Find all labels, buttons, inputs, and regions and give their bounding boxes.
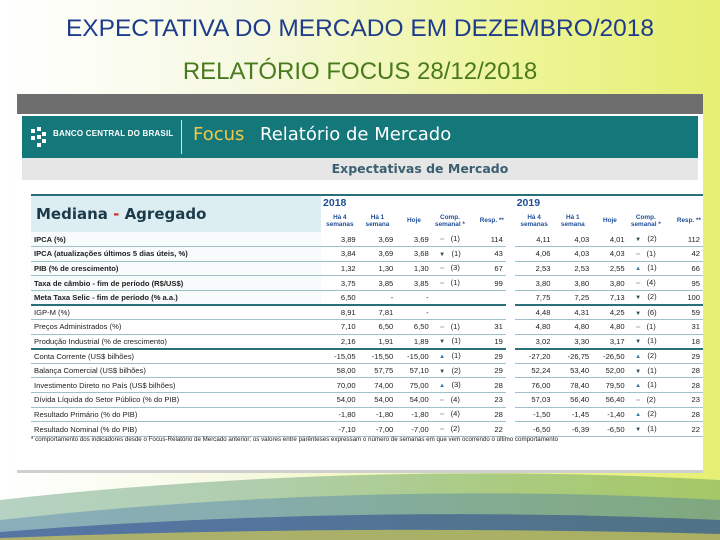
value-hoje: 57,10 — [396, 363, 431, 378]
value-h4: 3,84 — [321, 247, 359, 262]
value-hoje: 3,80 — [592, 276, 627, 291]
col-header-hoje: Hoje — [602, 217, 617, 225]
column-gap — [506, 247, 515, 262]
value-h1: 6,50 — [359, 320, 397, 335]
value-h4: 70,00 — [321, 378, 359, 393]
value-h1: 1,91 — [359, 334, 397, 349]
triangle-down-icon: ▼ — [635, 427, 642, 434]
weeks-count: (2) — [647, 409, 657, 419]
value-h4: 2,16 — [321, 334, 359, 349]
weeks-count: (1) — [450, 321, 460, 331]
weekly-comparison — [432, 378, 469, 393]
value-h4: -1,50 — [515, 407, 554, 422]
value-h4: 57,03 — [515, 393, 554, 408]
weeks-count: (1) — [647, 380, 657, 390]
respondents-count: 112 — [664, 232, 703, 247]
weeks-count: (2) — [646, 394, 656, 404]
value-h1: 53,40 — [553, 363, 592, 378]
weekly-comparison — [628, 334, 665, 349]
value-h1: 4,80 — [553, 320, 592, 335]
triangle-up-icon: ▲ — [439, 383, 446, 390]
indicator-label: Dívida Líquida do Setor Público (% do PIB) — [31, 393, 321, 408]
value-h1: 3,30 — [553, 334, 592, 349]
value-h1: 3,80 — [553, 276, 592, 291]
indicator-label: IPCA (%) — [31, 232, 321, 247]
respondents-count: 42 — [664, 247, 703, 262]
weekly-comparison — [628, 363, 665, 378]
value-h4: 4,80 — [515, 320, 554, 335]
value-h1: 56,40 — [553, 393, 592, 408]
bcb-logo-icon — [30, 126, 48, 148]
weeks-count: (1) — [647, 424, 657, 434]
weekly-comparison — [628, 407, 665, 422]
value-h1: 4,03 — [553, 232, 592, 247]
respondents-count: 114 — [468, 232, 506, 247]
equal-icon: ═ — [635, 251, 641, 258]
weeks-count: (4) — [450, 394, 460, 404]
table-row — [31, 261, 703, 276]
respondents-count: 28 — [468, 378, 506, 393]
indicator-label: Taxa de câmbio - fim de período (R$/US$) — [31, 276, 321, 291]
section-band — [22, 158, 698, 180]
respondents-count: 28 — [664, 407, 703, 422]
indicator-label: Balança Comercial (US$ bilhões) — [31, 363, 321, 378]
value-h4: 7,10 — [321, 320, 359, 335]
value-hoje: 3,17 — [592, 334, 627, 349]
respondents-count: 59 — [664, 305, 703, 320]
table-row — [31, 320, 703, 335]
respondents-count: 95 — [664, 276, 703, 291]
value-h1: 3,69 — [359, 247, 397, 262]
column-gap — [506, 320, 515, 335]
triangle-down-icon: ▼ — [635, 368, 642, 375]
weekly-comparison — [432, 290, 469, 305]
respondents-count: 19 — [468, 334, 506, 349]
column-gap — [506, 378, 515, 393]
column-gap — [506, 290, 515, 305]
table-row — [31, 276, 703, 291]
value-h1: 2,53 — [553, 261, 592, 276]
value-h4: 6,50 — [321, 290, 359, 305]
column-gap — [506, 363, 515, 378]
value-h1: -7,00 — [359, 422, 397, 437]
value-hoje: 7,13 — [592, 290, 627, 305]
year-2019-header: 2019 — [515, 195, 703, 210]
value-h4: 2,53 — [515, 261, 554, 276]
respondents-count: 23 — [664, 393, 703, 408]
value-hoje: 6,50 — [396, 320, 431, 335]
value-hoje: - — [396, 290, 431, 305]
value-h4: 58,00 — [321, 363, 359, 378]
value-h4: 52,24 — [515, 363, 554, 378]
column-gap — [506, 349, 515, 364]
weeks-count: (4) — [450, 409, 460, 419]
equal-icon: ═ — [635, 324, 641, 331]
value-h4: -6,50 — [515, 422, 554, 437]
weekly-comparison — [432, 363, 469, 378]
col-header-h1: Há 1 semana — [560, 213, 585, 228]
table-row — [31, 290, 703, 305]
respondents-count: 67 — [468, 261, 506, 276]
col-header-h4: Há 4 semanas — [326, 213, 354, 228]
weekly-comparison — [628, 305, 665, 320]
weeks-count: (2) — [450, 424, 460, 434]
indicator-label: Produção Industrial (% de crescimento) — [31, 334, 321, 349]
column-gap — [506, 232, 515, 247]
value-hoje: 3,68 — [396, 247, 431, 262]
respondents-count: 100 — [664, 290, 703, 305]
value-hoje: -26,50 — [592, 349, 627, 364]
respondents-count — [468, 290, 506, 305]
value-hoje: 1,89 — [396, 334, 431, 349]
indicator-label: Investimento Direto no País (US$ bilhões) — [31, 378, 321, 393]
year-2018-header: 2018 — [321, 195, 506, 210]
weekly-comparison — [432, 334, 469, 349]
slide-subtitle: RELATÓRIO FOCUS 28/12/2018 — [182, 58, 538, 85]
value-h4: 3,02 — [515, 334, 554, 349]
weekly-comparison — [432, 261, 469, 276]
weekly-comparison — [628, 232, 665, 247]
focus-report-image — [17, 94, 703, 470]
value-hoje: -6,50 — [592, 422, 627, 437]
triangle-up-icon: ▲ — [635, 266, 642, 273]
weekly-comparison — [432, 407, 469, 422]
value-h4: 3,75 — [321, 276, 359, 291]
respondents-count: 29 — [468, 349, 506, 364]
value-h1: -6,39 — [553, 422, 592, 437]
triangle-up-icon: ▲ — [635, 383, 642, 390]
table-row — [31, 393, 703, 408]
value-h1: -26,75 — [553, 349, 592, 364]
weeks-count: (2) — [647, 292, 657, 302]
value-hoje: - — [396, 305, 431, 320]
equal-icon: ═ — [440, 412, 445, 419]
focus-label: Focus — [193, 124, 245, 145]
value-h4: 3,80 — [515, 276, 554, 291]
value-h4: 4,06 — [515, 247, 554, 262]
respondents-count: 23 — [468, 393, 506, 408]
value-h1: 1,30 — [359, 261, 397, 276]
column-gap — [506, 422, 515, 437]
weeks-count: (2) — [451, 365, 461, 375]
weeks-count: (2) — [647, 351, 657, 361]
weeks-count: (1) — [647, 336, 657, 346]
value-hoje: 1,30 — [396, 261, 431, 276]
triangle-down-icon: ▼ — [439, 339, 446, 346]
equal-icon: ═ — [440, 266, 445, 273]
column-gap — [506, 305, 515, 320]
value-h1: 4,03 — [553, 247, 592, 262]
top-grey-band — [17, 94, 703, 114]
report-title: Relatório de Mercado — [260, 124, 452, 145]
respondents-count: 22 — [664, 422, 703, 437]
value-hoje: 4,01 — [592, 232, 627, 247]
value-hoje: -1,40 — [592, 407, 627, 422]
expectations-table — [31, 194, 703, 437]
table-footnote: * comportamento dos indicadores desde o Focus-Relatório de Mercado anterior; os valores entre parênteses expressam o número de semanas em que vem ocorrendo o último comportamento — [31, 436, 558, 443]
value-hoje: 4,80 — [592, 320, 627, 335]
value-hoje: 79,50 — [592, 378, 627, 393]
value-h4: -7,10 — [321, 422, 359, 437]
weeks-count: (3) — [451, 380, 461, 390]
decorative-stripes — [0, 440, 720, 540]
weeks-count: (1) — [646, 321, 656, 331]
col-header-comp: Comp. semanal * — [630, 213, 661, 228]
value-h4: 7,75 — [515, 290, 554, 305]
value-h4: 4,48 — [515, 305, 554, 320]
triangle-down-icon: ▼ — [439, 251, 446, 258]
value-h1: 57,75 — [359, 363, 397, 378]
respondents-count: 99 — [468, 276, 506, 291]
value-h4: -15,05 — [321, 349, 359, 364]
weekly-comparison — [628, 393, 665, 408]
triangle-down-icon: ▼ — [635, 310, 642, 317]
bank-name: BANCO CENTRAL DO BRASIL — [53, 129, 174, 138]
indicator-label: Resultado Primário (% do PIB) — [31, 407, 321, 422]
value-h1: 7,81 — [359, 305, 397, 320]
weekly-comparison — [628, 320, 665, 335]
table-row — [31, 407, 703, 422]
weeks-count: (1) — [647, 263, 657, 273]
respondents-count: 31 — [468, 320, 506, 335]
triangle-down-icon: ▼ — [635, 295, 642, 302]
value-h4: 3,89 — [321, 232, 359, 247]
col-header-h4: Há 4 semanas — [520, 213, 548, 228]
value-h4: 76,00 — [515, 378, 554, 393]
respondents-count: 29 — [468, 363, 506, 378]
value-h4: 8,91 — [321, 305, 359, 320]
weeks-count: (1) — [450, 278, 460, 288]
indicator-label: IPCA (atualizações últimos 5 dias úteis, %) — [31, 247, 321, 262]
table-row — [31, 363, 703, 378]
table-row — [31, 232, 703, 247]
col-header-hoje: Hoje — [407, 217, 421, 225]
respondents-count — [468, 305, 506, 320]
weekly-comparison — [628, 276, 665, 291]
value-hoje: 4,25 — [592, 305, 627, 320]
indicator-label: Resultado Nominal (% do PIB) — [31, 422, 321, 437]
column-gap — [506, 407, 515, 422]
weeks-count: (1) — [450, 234, 460, 244]
table-row — [31, 247, 703, 262]
value-h4: 1,32 — [321, 261, 359, 276]
header-divider — [181, 120, 182, 154]
value-h1: 54,00 — [359, 393, 397, 408]
weekly-comparison — [432, 320, 469, 335]
value-hoje: -1,80 — [396, 407, 431, 422]
column-gap — [506, 276, 515, 291]
col-header-h1: Há 1 semana — [365, 213, 390, 228]
value-hoje: 2,55 — [592, 261, 627, 276]
triangle-down-icon: ▼ — [635, 237, 642, 244]
weekly-comparison — [628, 349, 665, 364]
equal-icon: ═ — [635, 281, 641, 288]
respondents-count: 22 — [468, 422, 506, 437]
table-row — [31, 422, 703, 437]
weeks-count: (1) — [646, 248, 656, 258]
weekly-comparison — [628, 261, 665, 276]
weekly-comparison — [432, 422, 469, 437]
col-header-resp: Resp. ** — [479, 217, 504, 225]
column-gap — [506, 393, 515, 408]
weeks-count: (2) — [647, 234, 657, 244]
value-hoje: 4,03 — [592, 247, 627, 262]
value-h4: -1,80 — [321, 407, 359, 422]
value-h4: 54,00 — [321, 393, 359, 408]
value-h1: 7,25 — [553, 290, 592, 305]
value-h1: 3,69 — [359, 232, 397, 247]
bcb-header-bar — [22, 116, 698, 158]
column-gap — [506, 261, 515, 276]
respondents-count: 28 — [664, 378, 703, 393]
value-hoje: 3,69 — [396, 232, 431, 247]
weeks-count: (1) — [451, 351, 461, 361]
triangle-down-icon: ▼ — [635, 339, 642, 346]
equal-icon: ═ — [440, 237, 445, 244]
weekly-comparison — [432, 247, 469, 262]
weeks-count: (1) — [451, 336, 461, 346]
equal-icon: ═ — [635, 397, 641, 404]
section-title: Expectativas de Mercado — [331, 161, 509, 176]
weekly-comparison — [432, 232, 469, 247]
value-h1: 78,40 — [553, 378, 592, 393]
col-header-resp: Resp. ** — [676, 217, 701, 225]
respondents-count: 31 — [664, 320, 703, 335]
value-hoje: 54,00 — [396, 393, 431, 408]
value-h1: 4,31 — [553, 305, 592, 320]
weekly-comparison — [628, 247, 665, 262]
table-row — [31, 349, 703, 364]
value-hoje: -15,00 — [396, 349, 431, 364]
value-h4: -27,20 — [515, 349, 554, 364]
equal-icon: ═ — [440, 427, 445, 434]
table-row — [31, 378, 703, 393]
respondents-count: 28 — [664, 363, 703, 378]
table-row — [31, 334, 703, 349]
triangle-up-icon: ▲ — [635, 412, 642, 419]
weekly-comparison — [432, 305, 469, 320]
weekly-comparison — [628, 290, 665, 305]
respondents-count: 29 — [664, 349, 703, 364]
triangle-up-icon: ▲ — [635, 354, 642, 361]
indicator-label: Meta Taxa Selic - fim de período (% a.a.) — [31, 290, 321, 305]
weekly-comparison — [432, 393, 469, 408]
triangle-down-icon: ▼ — [439, 368, 446, 375]
weeks-count: (1) — [647, 365, 657, 375]
value-hoje: 3,85 — [396, 276, 431, 291]
value-h1: -1,80 — [359, 407, 397, 422]
value-h1: -1,45 — [553, 407, 592, 422]
respondents-count: 18 — [664, 334, 703, 349]
weeks-count: (3) — [450, 263, 460, 273]
value-hoje: 75,00 — [396, 378, 431, 393]
respondents-count: 28 — [468, 407, 506, 422]
weekly-comparison — [432, 276, 469, 291]
col-header-comp: Comp. semanal * — [435, 213, 465, 228]
value-h4: 4,11 — [515, 232, 554, 247]
slide-title: EXPECTATIVA DO MERCADO EM DEZEMBRO/2018 — [65, 15, 655, 42]
indicator-label: Preços Administrados (%) — [31, 320, 321, 335]
indicator-label: PIB (% de crescimento) — [31, 261, 321, 276]
table-row — [31, 305, 703, 320]
triangle-up-icon: ▲ — [439, 354, 446, 361]
table-title: Mediana - Agregado — [31, 195, 321, 232]
value-h1: 3,85 — [359, 276, 397, 291]
column-gap — [506, 334, 515, 349]
value-h1: -15,50 — [359, 349, 397, 364]
equal-icon: ═ — [440, 281, 445, 288]
weekly-comparison — [432, 349, 469, 364]
equal-icon: ═ — [440, 397, 445, 404]
respondents-count: 66 — [664, 261, 703, 276]
value-hoje: -7,00 — [396, 422, 431, 437]
weekly-comparison — [628, 422, 665, 437]
weeks-count: (4) — [646, 278, 656, 288]
indicator-label: IGP-M (%) — [31, 305, 321, 320]
indicator-label: Conta Corrente (US$ bilhões) — [31, 349, 321, 364]
value-hoje: 56,40 — [592, 393, 627, 408]
value-hoje: 52,00 — [592, 363, 627, 378]
weekly-comparison — [628, 378, 665, 393]
weeks-count: (1) — [451, 248, 461, 258]
equal-icon: ═ — [440, 324, 445, 331]
respondents-count: 43 — [468, 247, 506, 262]
value-h1: - — [359, 290, 397, 305]
weeks-count: (6) — [647, 307, 657, 317]
value-h1: 74,00 — [359, 378, 397, 393]
